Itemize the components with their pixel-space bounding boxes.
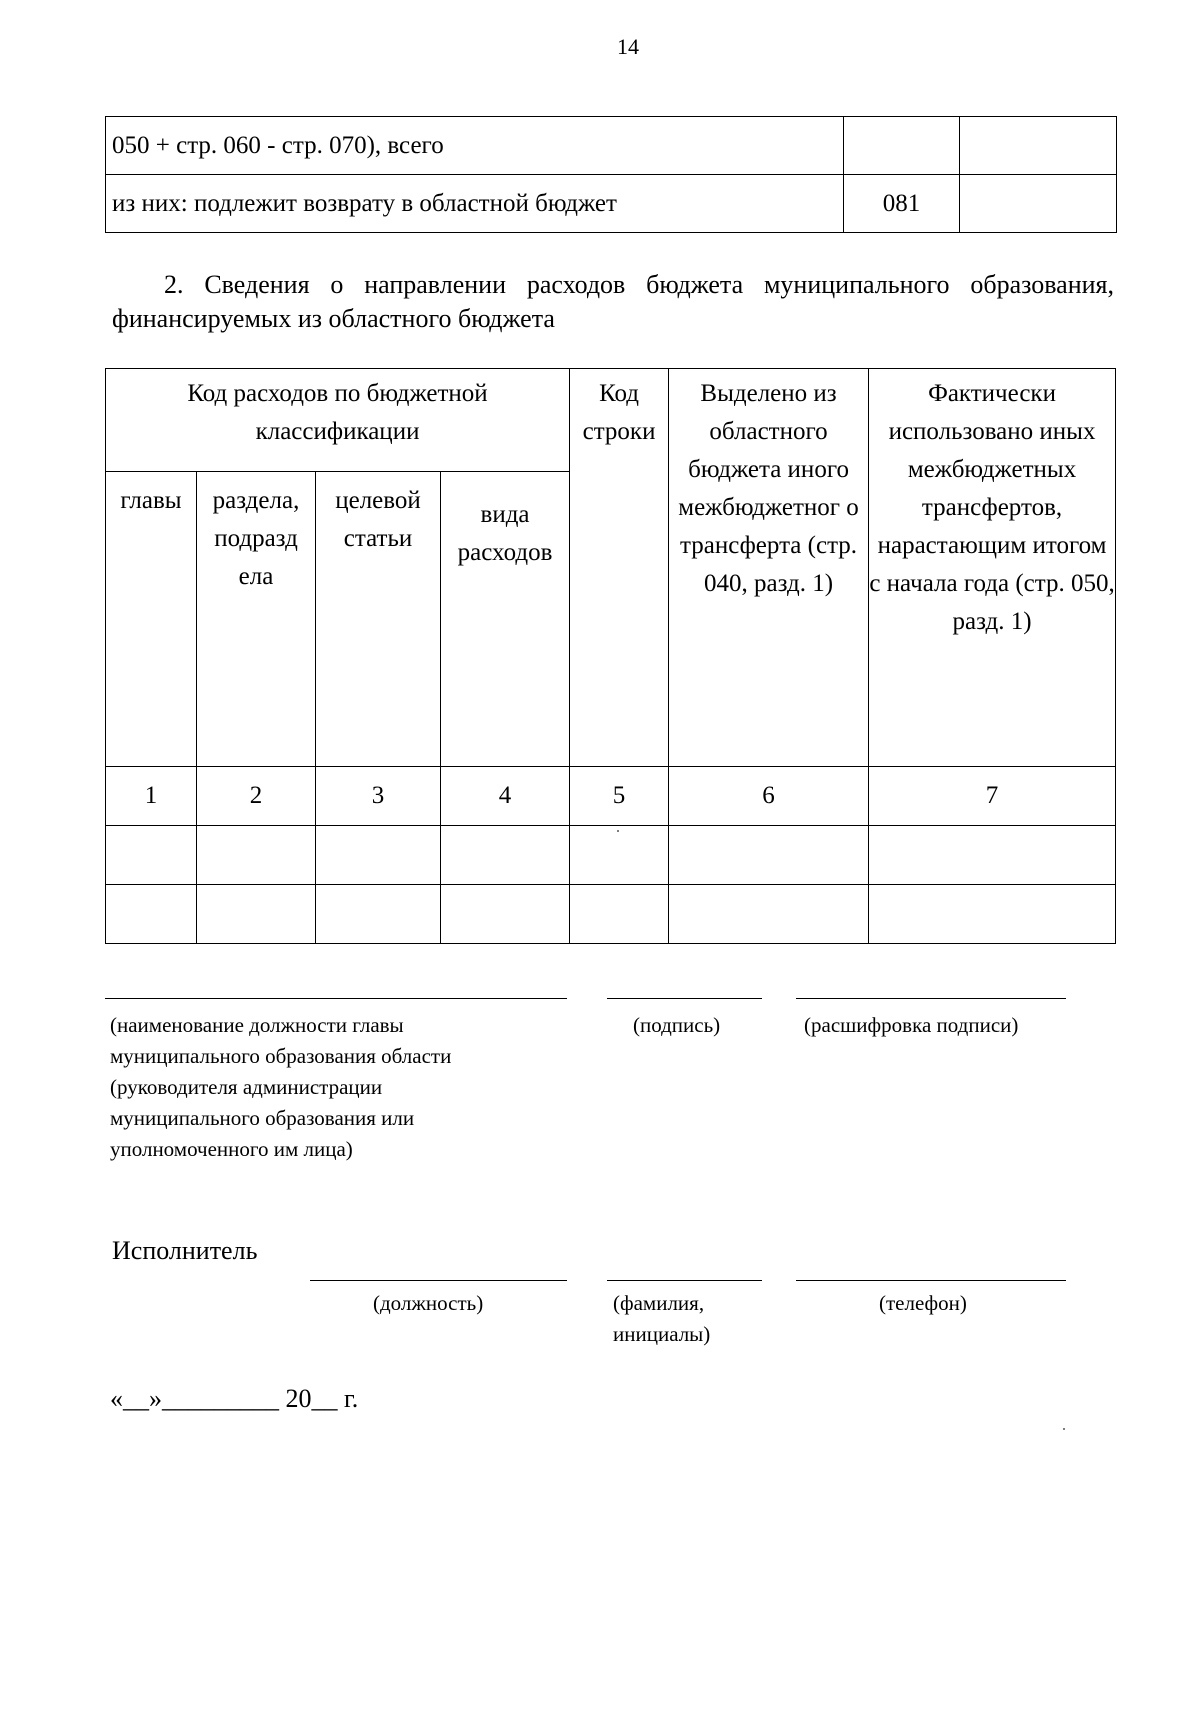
continuation-table [105, 116, 1117, 233]
executor-phone-line [796, 1280, 1066, 1281]
empty-cell [869, 826, 1116, 885]
position-line [105, 998, 567, 999]
empty-cell [197, 885, 316, 944]
empty-cell [869, 885, 1116, 944]
column-number: 6 [669, 767, 869, 826]
expenses-table [105, 368, 1116, 944]
section-heading: 2. Сведения о направлении расходов бюджета муниципального образования, финансируемых из областного бюджета [112, 270, 1114, 333]
decoding-caption: (расшифровка подписи) [804, 1013, 1019, 1037]
empty-cell [570, 885, 669, 944]
column-number: 1 [106, 767, 197, 826]
scan-speck [617, 830, 619, 832]
signature-caption: (подпись) [633, 1013, 721, 1037]
position-caption: (наименование должности главы муниципального образования области (руководителя администрации муниципального образования или уполномоченного им лица) [110, 1013, 452, 1161]
table-row [106, 117, 1117, 175]
column-number: 7 [869, 767, 1116, 826]
row-value [960, 175, 1117, 233]
table-row [106, 885, 1116, 944]
header-target-article: целевой статьи [316, 472, 441, 767]
header-budget-classification: Код расходов по бюджетной классификации [106, 369, 570, 472]
header-line-code: Код строки [570, 369, 669, 767]
empty-cell [316, 826, 441, 885]
executor-phone-caption: (телефон) [879, 1291, 967, 1315]
header-section: раздела, подразд ела [197, 472, 316, 767]
column-number: 4 [441, 767, 570, 826]
header-row [106, 369, 1116, 472]
header-used: Фактически использовано иных межбюджетных трансфертов, нарастающим итогом с начала года (стр. 050, разд. 1) [869, 369, 1116, 767]
decoding-line [796, 998, 1066, 999]
empty-cell [106, 826, 197, 885]
empty-cell [197, 826, 316, 885]
column-numbers-row [106, 767, 1116, 826]
row-code: 081 [844, 175, 960, 233]
column-number: 5 [570, 767, 669, 826]
signature-line [607, 998, 762, 999]
executor-label: Исполнитель [112, 1236, 258, 1265]
column-number: 2 [197, 767, 316, 826]
page-number: 14 [617, 34, 639, 59]
executor-name-line [607, 1280, 762, 1281]
date-line: «__»_________ 20__ г. [110, 1384, 359, 1413]
table-row [106, 826, 1116, 885]
empty-cell [441, 885, 570, 944]
column-number: 3 [316, 767, 441, 826]
empty-cell [106, 885, 197, 944]
row-label: из них: подлежит возврату в областной бюджет [106, 175, 844, 233]
row-value [960, 117, 1117, 175]
scan-speck [1063, 1428, 1065, 1430]
empty-cell [441, 826, 570, 885]
empty-cell [669, 885, 869, 944]
empty-cell [669, 826, 869, 885]
executor-position-line [310, 1280, 567, 1281]
table-row [106, 175, 1117, 233]
executor-name-caption: (фамилия, инициалы) [613, 1291, 711, 1346]
empty-cell [316, 885, 441, 944]
header-allocated: Выделено из областного бюджета иного межбюджетног о трансферта (стр. 040, разд. 1) [669, 369, 869, 767]
row-label: 050 + стр. 060 - стр. 070), всего [106, 117, 844, 175]
header-chapter: главы [106, 472, 197, 767]
executor-position-caption: (должность) [373, 1291, 484, 1315]
row-code [844, 117, 960, 175]
header-expense-type: вида расходов [441, 472, 570, 767]
empty-cell [570, 826, 669, 885]
